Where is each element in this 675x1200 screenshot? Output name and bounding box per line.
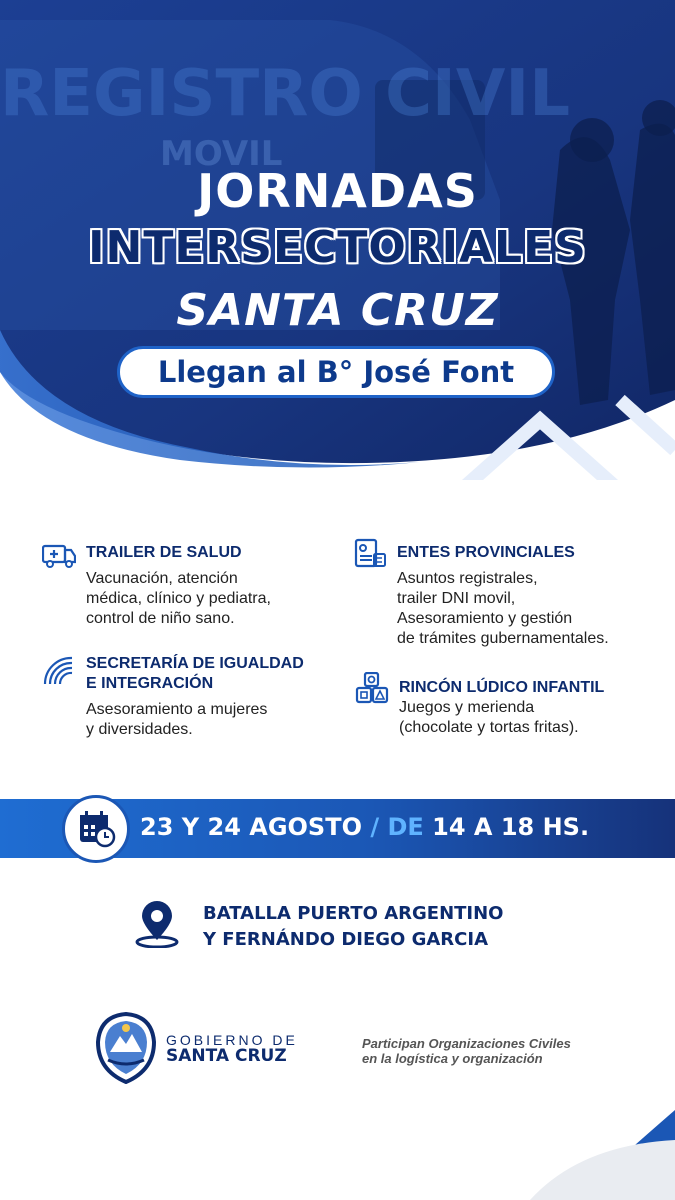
map-pin-icon: [134, 900, 180, 948]
decorative-corner: [520, 1105, 675, 1200]
address-line1: BATALLA PUERTO ARGENTINO: [203, 903, 504, 924]
bg-registro-text: REGISTRO CIVIL: [0, 57, 570, 131]
toy-blocks-icon: [355, 672, 389, 704]
service-title: RINCÓN LÚDICO INFANTIL: [399, 679, 605, 696]
address: [203, 901, 503, 953]
ambulance-icon: [42, 540, 76, 572]
schedule-separator: /: [370, 813, 380, 841]
service-title-line2: E INTEGRACIÓN: [86, 675, 214, 692]
service-description: Asuntos registrales, trailer DNI movil, Asesoramiento y gestión de trámites gubernamentales.: [397, 570, 609, 647]
schedule-dates: 23 Y 24 AGOSTO: [140, 813, 362, 841]
document-icon: [353, 538, 387, 570]
service-rincon-ludico: [355, 672, 655, 752]
participan-note: [362, 1036, 571, 1066]
service-title: ENTES PROVINCIALES: [397, 544, 575, 561]
schedule-hours: 14 A 18 HS.: [432, 813, 590, 841]
location-pill: Llegan al B° José Font: [117, 346, 555, 398]
gobierno-label: GOBIERNO DE: [166, 1032, 298, 1048]
title-jornadas: JORNADAS: [197, 164, 478, 218]
schedule-de: DE: [387, 813, 424, 841]
hero-banner: [0, 0, 675, 480]
service-description: Vacunación, atención médica, clínico y pediatra, control de niño sano.: [86, 570, 271, 627]
calendar-clock-icon: [78, 810, 116, 848]
schedule-text: [140, 813, 589, 841]
santa-cruz-seal: [96, 1012, 156, 1084]
service-title: TRAILER DE SALUD: [86, 544, 242, 561]
service-description: Juegos y merienda (chocolate y tortas fritas).: [399, 699, 579, 736]
service-title-line1: SECRETARÍA DE IGUALDAD: [86, 655, 304, 672]
calendar-badge: [62, 795, 130, 863]
title-santa-cruz: SANTA CRUZ: [176, 285, 499, 336]
rainbow-icon: [42, 654, 76, 686]
participan-line2: en la logística y organización: [362, 1051, 543, 1066]
santa-cruz-label: SANTA CRUZ: [166, 1046, 287, 1066]
address-line2: Y FERNÁNDO DIEGO GARCIA: [203, 929, 489, 950]
service-secretaria-igualdad: [42, 654, 342, 744]
title-intersectoriales: INTERSECTORIALES: [88, 222, 587, 273]
service-description: Asesoramiento a mujeres y diversidades.: [86, 701, 268, 738]
bg-movil-text: MOVIL: [160, 134, 283, 174]
service-trailer-salud: [42, 540, 332, 640]
participan-line1: Participan Organizaciones Civiles: [362, 1036, 571, 1051]
service-entes-provinciales: [353, 538, 668, 658]
